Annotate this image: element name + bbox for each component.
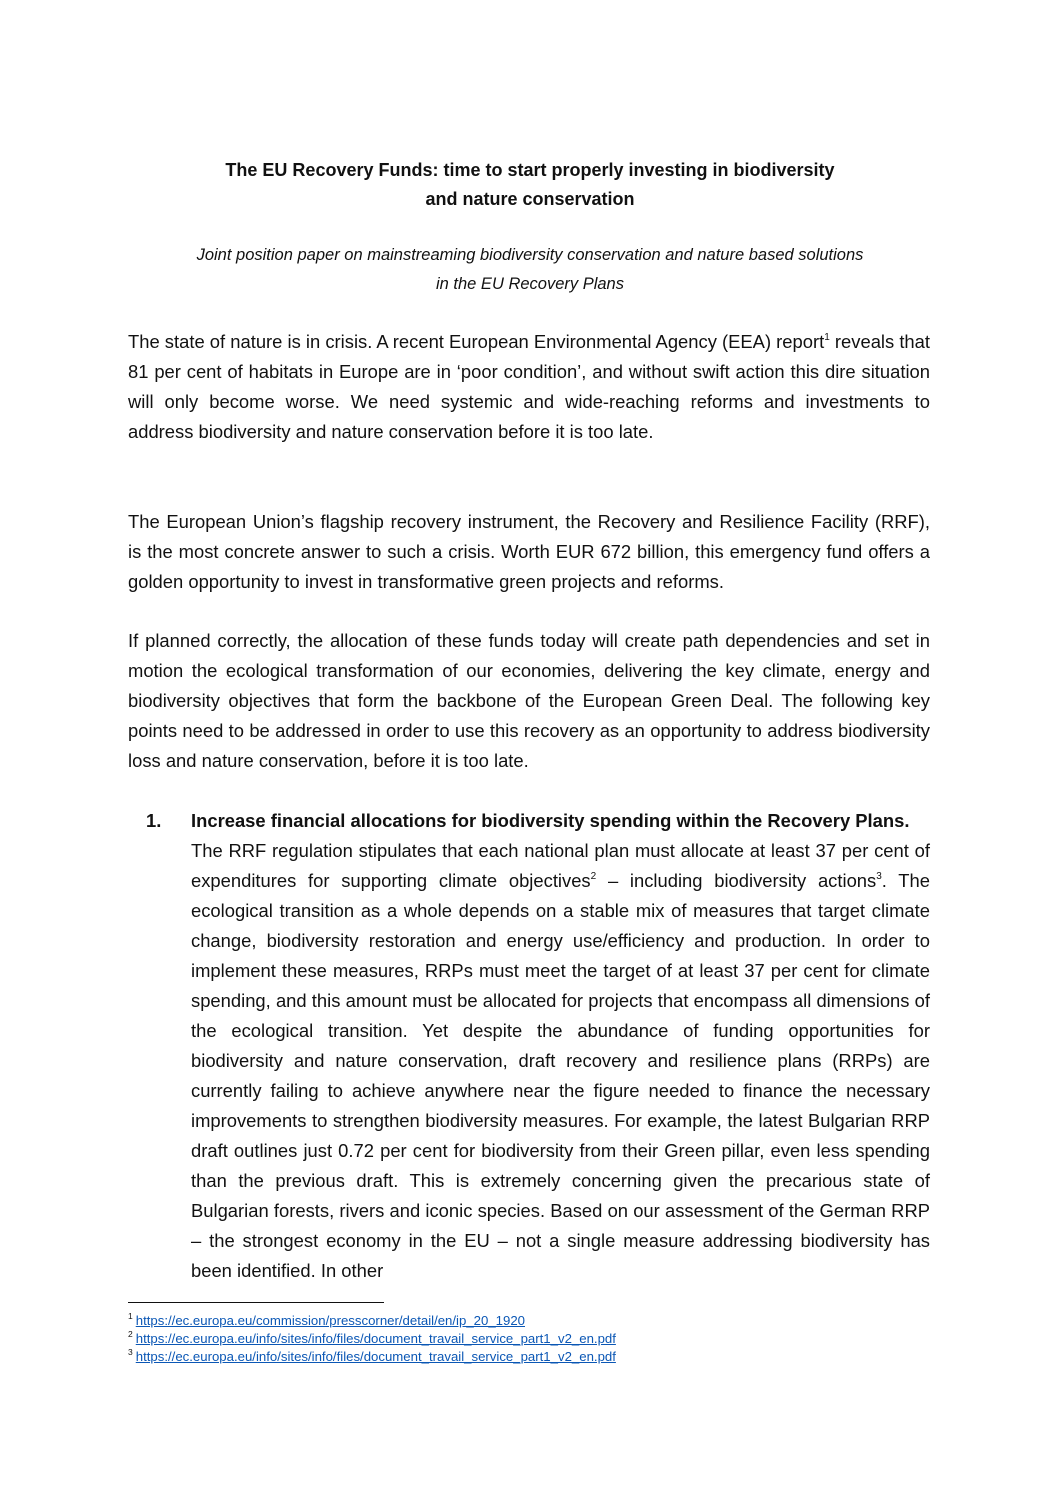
intro-paragraph — [128, 327, 930, 447]
footnote-ref-2[interactable]: 2 — [590, 871, 597, 882]
list-item-heading: Increase financial allocations for biodiversity spending within the Recovery Plans. — [191, 810, 910, 831]
list-item-body — [191, 806, 930, 1286]
rrf-paragraph: The European Union’s flagship recovery instrument, the Recovery and Resilience Facility (RRF), is the most concrete answer to such a crisis. Worth EUR 672 billion, this emergency fund offers a golden opportunity to invest in transformative green projects and reforms. — [128, 511, 930, 592]
footnote-ref-3[interactable]: 3 — [876, 871, 882, 882]
footnote-number: 1 — [128, 1311, 133, 1321]
subtitle-line-2: in the EU Recovery Plans — [435, 275, 624, 293]
footnote-number: 3 — [128, 1347, 133, 1357]
list-item-text-a: The RRF regulation stipulates that each national plan must allocate at least 37 per cent of expenditures for supporting climate objectives — [191, 840, 930, 891]
footnote-2 — [128, 1330, 928, 1348]
title-line-2: and nature conservation — [425, 189, 635, 209]
footnote-separator — [128, 1302, 384, 1303]
title-line-1: The EU Recovery Funds: time to start properly investing in biodiversity — [225, 160, 835, 180]
footnotes — [128, 1312, 928, 1366]
intro-text-a: The state of nature is in crisis. A recent European Environmental Agency (EEA) report — [128, 331, 825, 352]
footnote-3 — [128, 1348, 928, 1366]
planning-paragraph: If planned correctly, the allocation of these funds today will create path dependencies and set in motion the ecological transformation of our economies, delivering the key climate, energy and biodiversity objectives that form the backbone of the European Green Deal. The following key points need to be addressed in order to use this recovery as an opportunity to address biodiversity loss and nature conservation, before it is too late. — [128, 630, 930, 771]
list-item-text-c: . The ecological transition as a whole depends on a stable mix of measures that target climate change, biodiversity restoration and energy use/efficiency and production. In order to implement these measures, RRPs must meet the target of at least 37 per cent for climate spending, and this amount must be allocated for projects that encompass all dimensions of the ecological transition. Yet despite the abundance of funding opportunities for biodiversity and nature conservation, draft recovery and resilience plans (RRPs) are currently failing to achieve anywhere near the figure needed to finance the necessary improvements to strengthen biodiversity measures. For example, the latest Bulgarian RRP draft outlines just 0.72 per cent for biodiversity from their Green pillar, even less spending than the previous draft. This is extremely concerning given the precarious state of Bulgarian forests, rivers and iconic species. Based on our assessment of the German RRP – the strongest economy in the EU – not a single measure addressing biodiversity has been identified. In other — [191, 870, 931, 1281]
footnote-link-1[interactable]: https://ec.europa.eu/commission/presscorner/detail/en/ip_20_1920 — [135, 1313, 525, 1328]
footnote-number: 2 — [128, 1329, 133, 1339]
document-title — [130, 156, 930, 214]
intro-text-b: reveals that 81 per cent of habitats in Europe are in ‘poor condition’, and without swift action this dire situation will only become worse. We need systemic and wide-reaching reforms and investments to address biodiversity and nature conservation before it is too late. — [128, 331, 930, 442]
footnote-ref-1[interactable]: 1 — [824, 332, 830, 343]
footnote-link-2[interactable]: https://ec.europa.eu/info/sites/info/files/document_travail_service_part1_v2_en.pdf — [135, 1331, 616, 1346]
document-subtitle — [130, 241, 930, 299]
list-item-number: 1. — [146, 810, 162, 831]
subtitle-line-1: Joint position paper on mainstreaming biodiversity conservation and nature based solutions — [196, 246, 864, 264]
list-item-text-b: – including biodiversity actions — [596, 870, 877, 891]
footnote-1 — [128, 1312, 928, 1330]
footnote-link-3[interactable]: https://ec.europa.eu/info/sites/info/files/document_travail_service_part1_v2_en.pdf — [135, 1349, 616, 1364]
